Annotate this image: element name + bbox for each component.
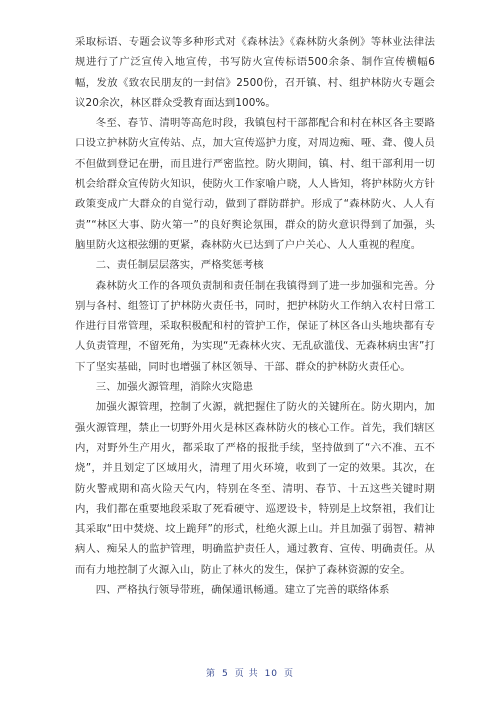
body-paragraph: 冬至、春节、清明等高危时段，我镇包村干部都配合和村在林区各主要路口设立护林防火宣传站、点，加大宣传巡护力度，对周边痴、哑、聋、傻人员不但做到登记在册，而且进行严密监控。防火期间，镇、村、组干部利用一切机会给群众宣传防火知识，使防火工作家喻户晓，人人皆知，将护林防火方针政策变成广大群众的自觉行动，做到了群防群护。形成了“森林防火、人人有责”“林区大事、防火第一”的良好舆论氛围，群众的防火意识得到了加强，头脑里防火这根弦绷的更紧，森林防火已达到了户户关心、人人重视的程度。 (75, 117, 435, 251)
page-number: 5 (221, 669, 229, 679)
section-heading: 三、加强火源管理，消除火灾隐患 (95, 381, 254, 394)
section-heading: 四、严格执行领导带班，确保通讯畅通。建立了完善的联络体系 (95, 584, 390, 597)
footer-label: 页 共 (234, 669, 259, 679)
page-footer (0, 666, 500, 679)
footer-label: 第 (205, 669, 216, 679)
total-pages: 10 (264, 669, 279, 679)
document-body (75, 32, 435, 600)
body-paragraph: 森林防火工作的各项负责制和责任制在我镇得到了进一步加强和完善。分别与各村、组签订了护林防火责任书，同时，把护林防火工作纳入农村日常工作进行目常管理，采取积极配和村的管护工作，保证了林区各山头地块都有专人负责管理，不留死角，为实现“无森林火灾、无乱砍滥伐、无森林病虫害”打下了坚实基础，同时也增强了林区领导、干部、群众的护林防火责任心。 (75, 279, 435, 373)
section-heading: 二、责任制层层落实，严格奖惩考核 (95, 259, 264, 272)
body-paragraph: 采取标语、专题会议等多种形式对《森林法》《森林防火条例》等林业法律法规进行了广泛宣传入地宣传，书写防火宣传标语500余条、制作宣传横幅6幅，发放《致农民朋友的一封信》2500份，召开镇、村、组护林防火专题会议20余次，林区群众受教育面达到100%。 (75, 36, 435, 109)
footer-label: 页 (284, 669, 295, 679)
body-paragraph: 加强火源管理，控制了火源，就把握住了防火的关键所在。防火期内，加强火源管理，禁止一切野外用火是林区森林防火的核心工作。首先，我们辖区内，对野外生产用火，都采取了严格的报批手续，坚持做到了“六不准、五不烧”，并且划定了区域用火，清理了用火环境，收到了一定的效果。其次，在防火警戒期和高火险天气内，特别在冬至、清明、春节、十五这些关键时期内，我们都在重要地段采取了死看硬守、巡逻设卡，特别是上坟祭祖，我们让其采取“田中焚烧、坟上跪拜”的形式，杜绝火源上山。并且加强了弱智、精神病人、痴呆人的监护管理，明确监护责任人，通过教育、宣传、明确责任。从而有力地控制了火源入山，防止了林火的发生，保护了森林资源的安全。 (75, 401, 435, 576)
